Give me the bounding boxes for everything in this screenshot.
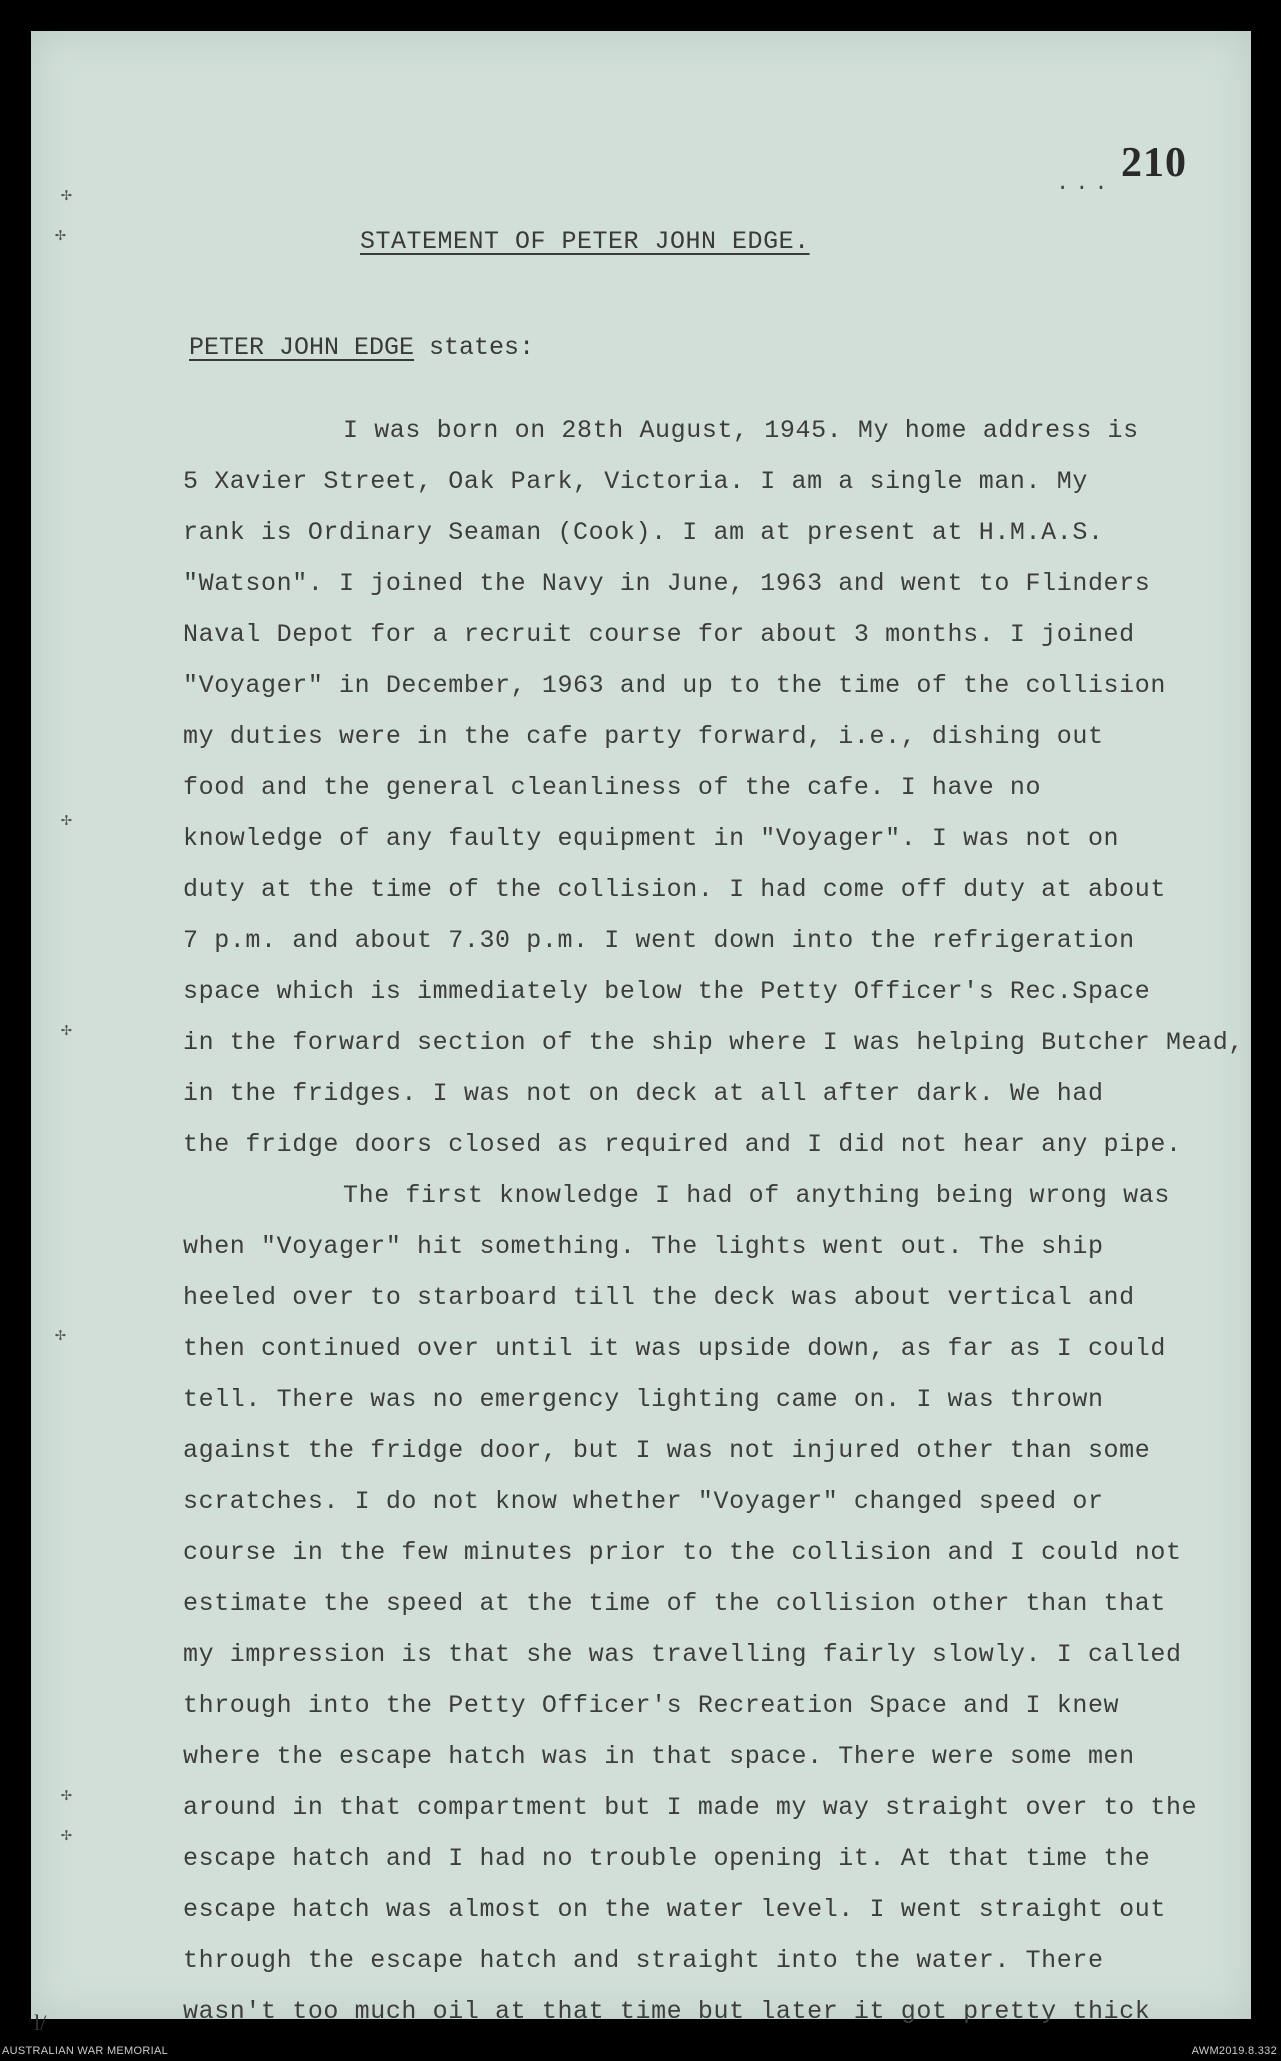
body-line: duty at the time of the collision. I had come off duty at about	[183, 875, 1166, 904]
statement-intro	[189, 333, 534, 362]
body-line: around in that compartment but I made my way straight over to the	[183, 1793, 1198, 1822]
page-number: 210	[1121, 140, 1187, 186]
body-line: food and the general cleanliness of the cafe. I have no	[183, 773, 1042, 802]
intro-suffix: states:	[414, 333, 535, 362]
staple-mark-icon: ✢	[55, 226, 66, 246]
body-line: wasn't too much oil at that time but later it got pretty thick	[183, 1997, 1151, 2026]
body-line: Naval Depot for a recruit course for about 3 months. I joined	[183, 620, 1135, 649]
staple-mark-icon: ✢	[55, 1326, 66, 1346]
body-line: heeled over to starboard till the deck was about vertical and	[183, 1283, 1135, 1312]
body-line: space which is immediately below the Petty Officer's Rec.Space	[183, 977, 1151, 1006]
body-line: the fridge doors closed as required and I did not hear any pipe.	[183, 1130, 1182, 1159]
body-line: 7 p.m. and about 7.30 p.m. I went down into the refrigeration	[183, 926, 1135, 955]
staple-mark-icon: ✢	[61, 186, 72, 206]
body-line: course in the few minutes prior to the collision and I could not	[183, 1538, 1182, 1567]
body-line: against the fridge door, but I was not injured other than some	[183, 1436, 1151, 1465]
body-line: escape hatch and I had no trouble opening it. At that time the	[183, 1844, 1151, 1873]
staple-mark-icon: ✢	[61, 811, 72, 831]
footer-reference: AWM2019.8.332	[1191, 2045, 1277, 2057]
body-line: through into the Petty Officer's Recreation Space and I knew	[183, 1691, 1120, 1720]
page-number-dots: ...	[1056, 171, 1114, 196]
statement-body	[183, 405, 1243, 2037]
intro-name: PETER JOHN EDGE	[189, 333, 415, 362]
statement-title: STATEMENT OF PETER JOHN EDGE.	[360, 227, 810, 256]
body-line: scratches. I do not know whether "Voyager" changed speed or	[183, 1487, 1104, 1516]
staple-mark-icon: ✢	[61, 1826, 72, 1846]
body-line: in the forward section of the ship where I was helping Butcher Mead,	[183, 1028, 1244, 1057]
staple-mark-icon: ✢	[61, 1021, 72, 1041]
body-line: rank is Ordinary Seaman (Cook). I am at present at H.M.A.S.	[183, 518, 1104, 547]
body-line: The first knowledge I had of anything being wrong was	[343, 1181, 1170, 1210]
body-line: "Voyager" in December, 1963 and up to the time of the collision	[183, 671, 1166, 700]
body-line: when "Voyager" hit something. The lights went out. The ship	[183, 1232, 1104, 1261]
body-line: my duties were in the cafe party forward, i.e., dishing out	[183, 722, 1104, 751]
body-line: where the escape hatch was in that space. There were some men	[183, 1742, 1135, 1771]
body-line: "Watson". I joined the Navy in June, 1963 and went to Flinders	[183, 569, 1151, 598]
body-line: knowledge of any faulty equipment in "Voyager". I was not on	[183, 824, 1120, 853]
body-line: 5 Xavier Street, Oak Park, Victoria. I am a single man. My	[183, 467, 1088, 496]
body-line: then continued over until it was upside down, as far as I could	[183, 1334, 1166, 1363]
body-line: escape hatch was almost on the water level. I went straight out	[183, 1895, 1166, 1924]
staple-mark-icon: ✢	[61, 1786, 72, 1806]
document-page	[31, 31, 1251, 2026]
body-line: estimate the speed at the time of the collision other than that	[183, 1589, 1166, 1618]
footer-source: AUSTRALIAN WAR MEMORIAL	[2, 2045, 169, 2057]
body-line: I was born on 28th August, 1945. My home address is	[343, 416, 1139, 445]
body-line: through the escape hatch and straight into the water. There	[183, 1946, 1104, 1975]
body-line: tell. There was no emergency lighting came on. I was thrown	[183, 1385, 1104, 1414]
body-line: my impression is that she was travelling fairly slowly. I called	[183, 1640, 1182, 1669]
margin-mark: l/	[34, 2010, 47, 2035]
body-line: in the fridges. I was not on deck at all after dark. We had	[183, 1079, 1104, 1108]
